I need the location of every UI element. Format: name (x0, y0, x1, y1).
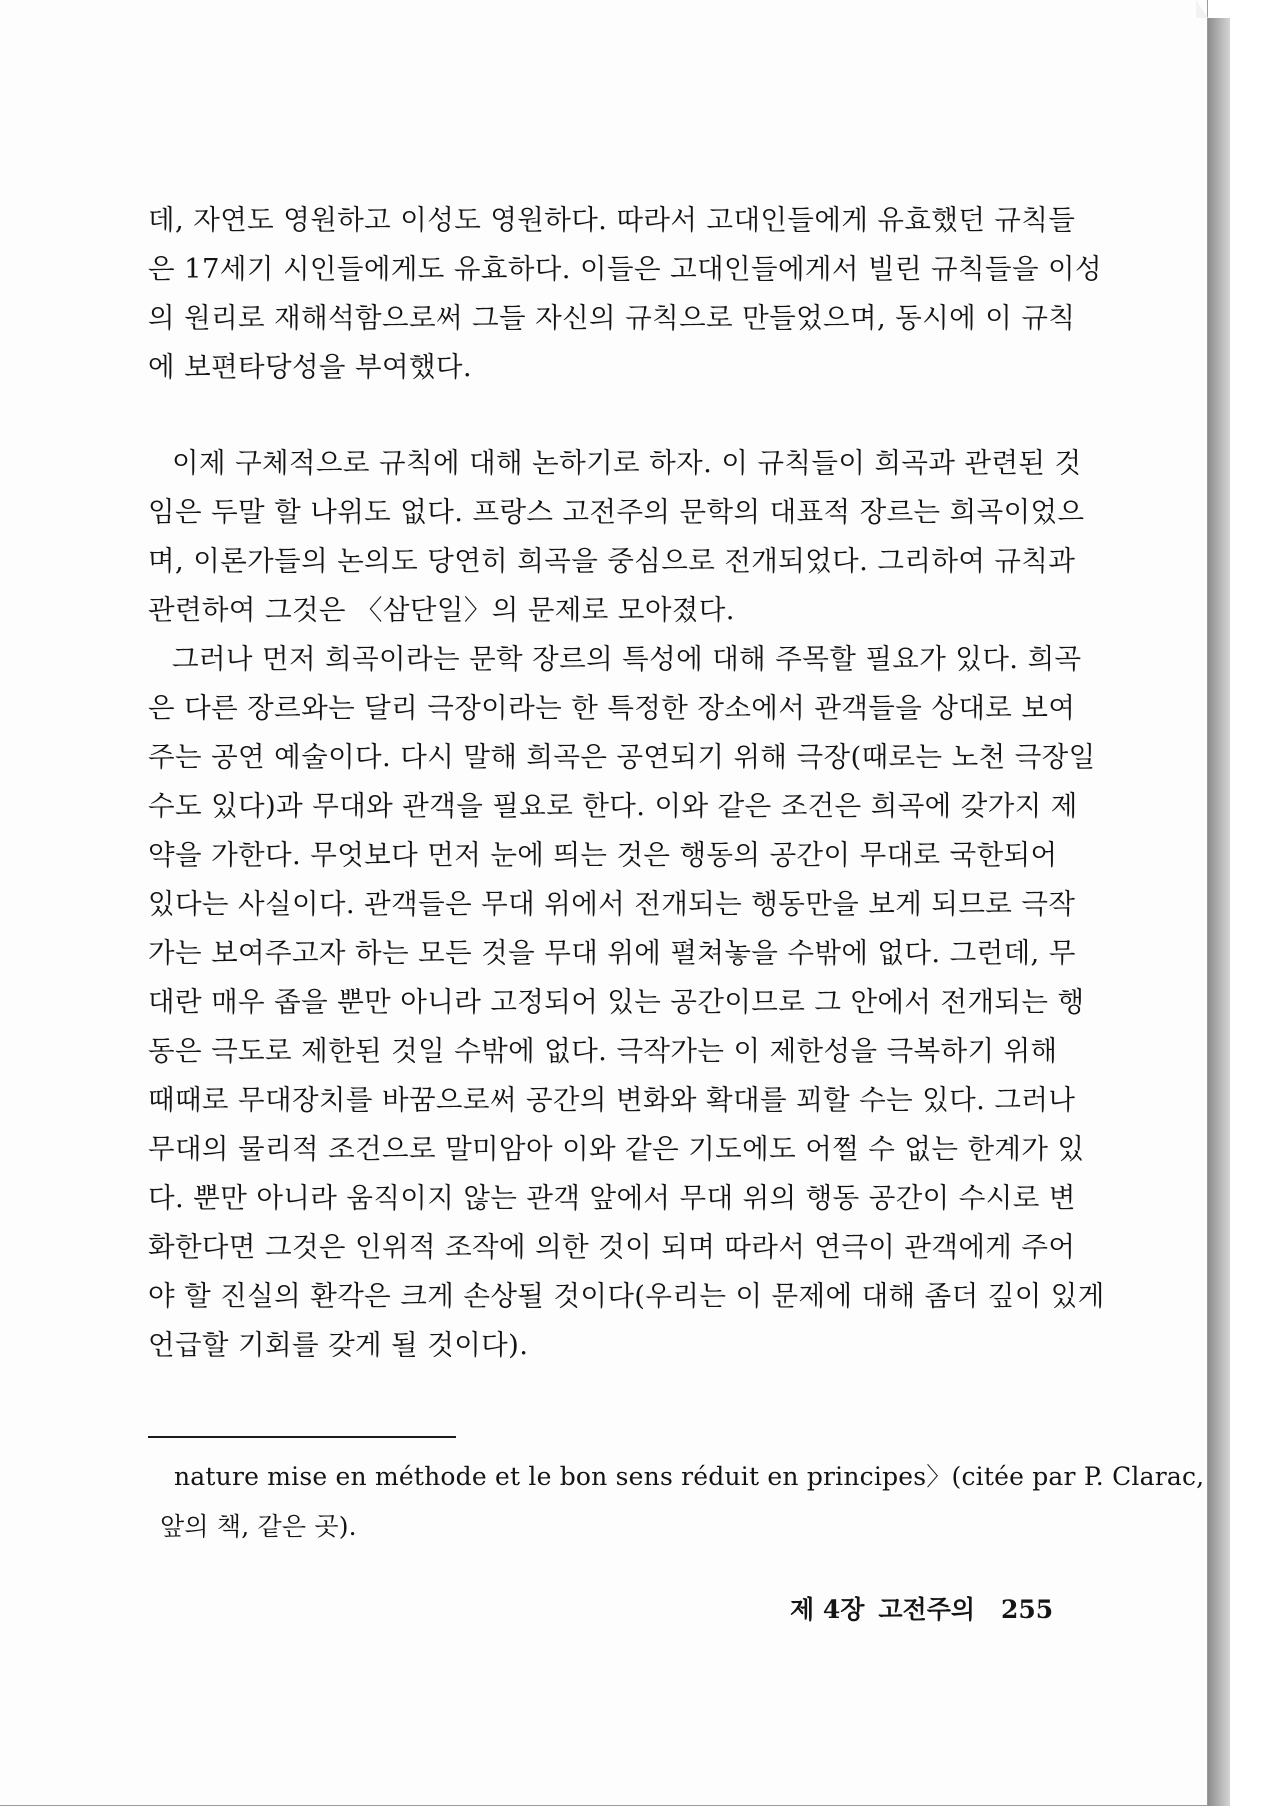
paragraph-1 (148, 196, 1102, 392)
footnote (160, 1452, 1205, 1552)
text-line: 그러나 먼저 희곡이라는 문학 장르의 특성에 대해 주목할 필요가 있다. 희곡 (172, 643, 1082, 675)
chapter-title: 고전주의 (878, 1595, 976, 1624)
text-line: 약을 가한다. 무엇보다 먼저 눈에 띄는 것은 행동의 공간이 무대로 국한되어 (148, 839, 1058, 871)
text-line: 동은 극도로 제한된 것일 수밖에 없다. 극작가는 이 제한성을 극복하기 위해 (148, 1035, 1058, 1067)
page-stack-edge (1208, 18, 1230, 1806)
text-line: 관련하여 그것은 〈삼단일〉의 문제로 모아졌다. (148, 594, 735, 626)
text-line: 은 다른 장르와는 달리 극장이라는 한 특정한 장소에서 관객들을 상대로 보여 (148, 692, 1076, 724)
footnote-line: 앞의 책, 같은 곳). (160, 1512, 357, 1541)
text-line: 화한다면 그것은 인위적 조작에 의한 것이 되며 따라서 연극이 관객에게 주어 (148, 1231, 1076, 1263)
text-line: 에 보편타당성을 부여했다. (148, 351, 473, 383)
text-line: 주는 공연 예술이다. 다시 말해 희곡은 공연되기 위해 극장(때로는 노천 극장일 (148, 741, 1096, 773)
paragraph-3 (148, 635, 1105, 1370)
text-line: 이제 구체적으로 규칙에 대해 논하기로 하자. 이 규칙들이 희곡과 관련된 것 (172, 447, 1082, 479)
chapter-label: 제 4장 (790, 1595, 865, 1624)
page-corner-fold (1196, 0, 1208, 18)
running-footer (790, 1590, 1052, 1626)
body-text (148, 196, 1105, 1370)
page-number: 255 (1001, 1595, 1054, 1624)
text-line: 가는 보여주고자 하는 모든 것을 무대 위에 펼쳐놓을 수밖에 없다. 그런데, 무 (148, 937, 1076, 969)
text-line: 다. 뿐만 아니라 움직이지 않는 관객 앞에서 무대 위의 행동 공간이 수시로 변 (148, 1182, 1076, 1214)
paragraph-2 (148, 439, 1085, 635)
text-line: 대란 매우 좁을 뿐만 아니라 고정되어 있는 공간이므로 그 안에서 전개되는 행 (148, 986, 1085, 1018)
paragraph-spacer (148, 392, 1052, 439)
text-line: 임은 두말 할 나위도 없다. 프랑스 고전주의 문학의 대표적 장르는 희곡이었으 (148, 496, 1085, 528)
text-line: 때때로 무대장치를 바꿈으로써 공간의 변화와 확대를 꾀할 수는 있다. 그러나 (148, 1084, 1076, 1116)
text-line: 야 할 진실의 환각은 크게 손상될 것이다(우리는 이 문제에 대해 좀더 깊이 있게 (148, 1280, 1105, 1312)
text-line: 수도 있다)과 무대와 관객을 필요로 한다. 이와 같은 조건은 희곡에 갖가지 제 (148, 790, 1078, 822)
text-line: 무대의 물리적 조건으로 말미암아 이와 같은 기도에도 어쩔 수 없는 한계가 있 (148, 1133, 1085, 1165)
footnote-divider (148, 1436, 456, 1438)
text-line: 있다는 사실이다. 관객들은 무대 위에서 전개되는 행동만을 보게 되므로 극작 (148, 888, 1076, 920)
footnote-line: nature mise en méthode et le bon sens réduit en principes〉(citée par P. Clarac, (174, 1462, 1205, 1491)
text-line: 언급할 기회를 갖게 될 것이다). (148, 1329, 529, 1361)
text-line: 며, 이론가들의 논의도 당연히 희곡을 중심으로 전개되었다. 그리하여 규칙과 (148, 545, 1076, 577)
text-line: 데, 자연도 영원하고 이성도 영원하다. 따라서 고대인들에게 유효했던 규칙들 (148, 204, 1076, 236)
text-line: 의 원리로 재해석함으로써 그들 자신의 규칙으로 만들었으며, 동시에 이 규칙 (148, 302, 1076, 334)
text-line: 은 17세기 시인들에게도 유효하다. 이들은 고대인들에게서 빌린 규칙들을 이성 (148, 253, 1102, 285)
